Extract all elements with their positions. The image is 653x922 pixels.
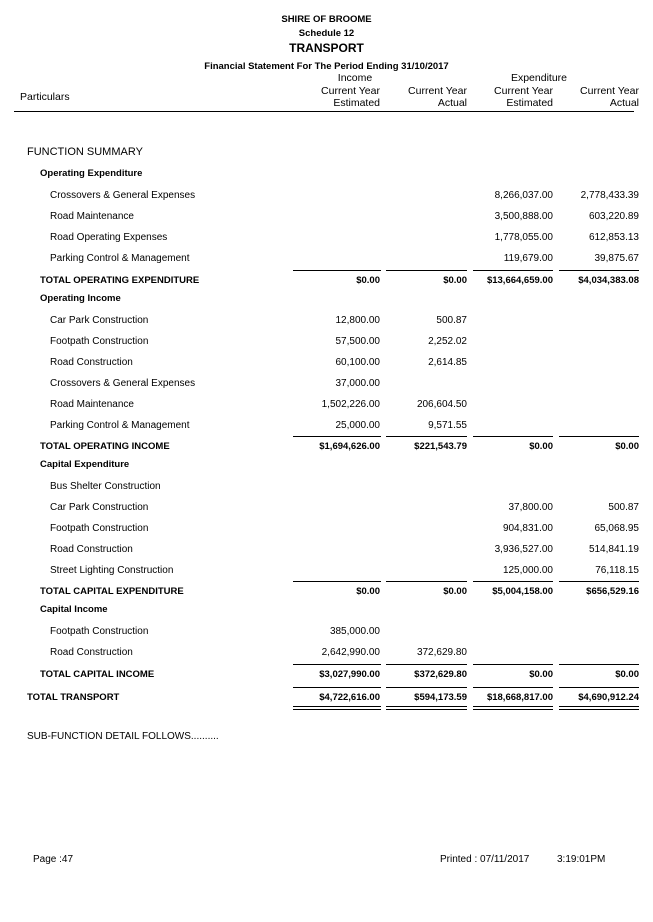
- total-rule-capinc-3: [473, 664, 553, 665]
- printed-date: Printed : 07/11/2017: [440, 854, 530, 865]
- total-value-capinc: $372,629.80: [414, 669, 467, 680]
- table-cell-value: 37,000.00: [335, 378, 380, 389]
- org-name: SHIRE OF BROOME: [281, 14, 372, 25]
- table-row-label: Crossovers & General Expenses: [50, 190, 196, 201]
- section-title-capex: Capital Expenditure: [40, 459, 130, 470]
- table-cell-value: 500.87: [608, 502, 639, 513]
- table-row-label: Crossovers & General Expenses: [50, 378, 196, 389]
- total-value-capex: $0.00: [356, 586, 380, 597]
- total-value-opinc: $0.00: [615, 441, 639, 452]
- grand-total-value: $18,668,817.00: [486, 692, 553, 703]
- table-cell-value: 206,604.50: [416, 399, 467, 410]
- function-summary-title: FUNCTION SUMMARY: [27, 146, 143, 158]
- table-cell-value: 119,679.00: [503, 253, 553, 264]
- col-income-estimated-header: Current Year Estimated: [321, 85, 380, 109]
- table-cell-value: 514,841.19: [588, 544, 639, 555]
- total-label-capex: TOTAL CAPITAL EXPENDITURE: [40, 586, 184, 597]
- total-rule-opinc-3: [473, 436, 553, 437]
- grand-total-value: $4,722,616.00: [319, 692, 380, 703]
- total-rule-opex-3: [473, 270, 553, 271]
- table-row-label: Parking Control & Management: [50, 420, 190, 431]
- table-row-label: Car Park Construction: [50, 315, 149, 326]
- grand-total-double-rule-3: [473, 706, 553, 710]
- table-row-label: Road Maintenance: [50, 211, 134, 222]
- table-cell-value: 8,266,037.00: [494, 190, 553, 201]
- income-header: Income: [337, 72, 373, 84]
- table-cell-value: 2,614.85: [428, 357, 467, 368]
- col-expenditure-estimated-header: Current Year Estimated: [494, 85, 553, 109]
- section-title-opinc: Operating Income: [40, 293, 121, 304]
- table-row-label: Road Operating Expenses: [50, 232, 168, 243]
- grand-total-rule-1: [293, 687, 381, 688]
- table-cell-value: 65,068.95: [594, 523, 639, 534]
- printed-time: 3:19:01PM: [557, 854, 606, 865]
- table-row-label: Parking Control & Management: [50, 253, 190, 264]
- grand-total-double-rule-2: [386, 706, 467, 710]
- total-value-capinc: $0.00: [615, 669, 639, 680]
- grand-total-value: $4,690,912.24: [578, 692, 639, 703]
- table-cell-value: 385,000.00: [329, 626, 380, 637]
- table-row-label: Car Park Construction: [50, 502, 149, 513]
- grand-total-rule-2: [386, 687, 467, 688]
- total-value-opex: $0.00: [443, 275, 467, 286]
- table-row-label: Road Construction: [50, 544, 133, 555]
- sub-function-note: SUB-FUNCTION DETAIL FOLLOWS..........: [27, 731, 219, 742]
- total-value-opinc: $0.00: [529, 441, 553, 452]
- table-row-label: Road Construction: [50, 357, 133, 368]
- schedule-number: Schedule 12: [298, 28, 355, 39]
- total-value-capex: $5,004,158.00: [492, 586, 553, 597]
- header-divider: [14, 111, 634, 112]
- table-cell-value: 39,875.67: [594, 253, 639, 264]
- table-row-label: Street Lighting Construction: [50, 565, 174, 576]
- total-rule-opex-2: [386, 270, 467, 271]
- total-label-opinc: TOTAL OPERATING INCOME: [40, 441, 170, 452]
- total-label-capinc: TOTAL CAPITAL INCOME: [40, 669, 155, 680]
- table-cell-value: 904,831.00: [502, 523, 553, 534]
- total-value-opex: $0.00: [356, 275, 380, 286]
- total-rule-capex-2: [386, 581, 467, 582]
- grand-total-double-rule-1: [293, 706, 381, 710]
- total-value-capex: $656,529.16: [586, 586, 639, 597]
- table-cell-value: 25,000.00: [335, 420, 380, 431]
- total-rule-capex-1: [293, 581, 381, 582]
- total-rule-opinc-2: [386, 436, 467, 437]
- total-rule-opex-4: [559, 270, 639, 271]
- page-number: Page :47: [33, 854, 74, 865]
- total-value-opex: $4,034,383.08: [578, 275, 639, 286]
- grand-total-rule-4: [559, 687, 639, 688]
- table-cell-value: 60,100.00: [335, 357, 380, 368]
- table-cell-value: 9,571.55: [428, 420, 467, 431]
- table-cell-value: 1,502,226.00: [321, 399, 380, 410]
- total-value-capinc: $0.00: [529, 669, 553, 680]
- grand-total-label: TOTAL TRANSPORT: [27, 692, 120, 703]
- table-cell-value: 612,853.13: [588, 232, 639, 243]
- grand-total-double-rule-4: [559, 706, 639, 710]
- table-row-label: Bus Shelter Construction: [50, 481, 161, 492]
- table-cell-value: 37,800.00: [508, 502, 553, 513]
- section-title-capinc: Capital Income: [40, 604, 108, 615]
- total-label-opex: TOTAL OPERATING EXPENDITURE: [40, 275, 200, 286]
- total-rule-opex-1: [293, 270, 381, 271]
- statement-period: Financial Statement For The Period Ending 31/10/2017: [204, 61, 449, 72]
- total-rule-opinc-4: [559, 436, 639, 437]
- table-cell-value: 3,500,888.00: [494, 211, 553, 222]
- total-value-capinc: $3,027,990.00: [319, 669, 380, 680]
- section-title-opex: Operating Expenditure: [40, 168, 143, 179]
- table-cell-value: 1,778,055.00: [494, 232, 553, 243]
- table-cell-value: 12,800.00: [335, 315, 380, 326]
- col-income-actual-header: Current Year Actual: [408, 85, 467, 109]
- table-cell-value: 76,118.15: [595, 565, 639, 576]
- total-value-opex: $13,664,659.00: [486, 275, 553, 286]
- table-cell-value: 372,629.80: [416, 647, 467, 658]
- table-cell-value: 2,642,990.00: [321, 647, 380, 658]
- total-rule-capinc-4: [559, 664, 639, 665]
- table-cell-value: 2,252.02: [428, 336, 467, 347]
- table-cell-value: 500.87: [436, 315, 467, 326]
- page-title: TRANSPORT: [289, 41, 364, 55]
- total-value-capex: $0.00: [443, 586, 467, 597]
- table-row-label: Footpath Construction: [50, 523, 149, 534]
- table-cell-value: 125,000.00: [502, 565, 553, 576]
- expenditure-header: Expenditure: [510, 72, 568, 84]
- table-row-label: Footpath Construction: [50, 626, 149, 637]
- grand-total-rule-3: [473, 687, 553, 688]
- table-cell-value: 2,778,433.39: [580, 190, 639, 201]
- particulars-header: Particulars: [20, 91, 70, 103]
- col-expenditure-actual-header: Current Year Actual: [580, 85, 639, 109]
- total-value-opinc: $221,543.79: [414, 441, 467, 452]
- table-cell-value: 3,936,527.00: [494, 544, 553, 555]
- total-rule-capex-4: [559, 581, 639, 582]
- table-row-label: Road Maintenance: [50, 399, 134, 410]
- total-rule-capinc-1: [293, 664, 381, 665]
- table-row-label: Road Construction: [50, 647, 133, 658]
- table-cell-value: 57,500.00: [335, 336, 380, 347]
- table-cell-value: 603,220.89: [588, 211, 639, 222]
- grand-total-value: $594,173.59: [414, 692, 467, 703]
- total-value-opinc: $1,694,626.00: [319, 441, 380, 452]
- total-rule-opinc-1: [293, 436, 381, 437]
- table-row-label: Footpath Construction: [50, 336, 149, 347]
- total-rule-capinc-2: [386, 664, 467, 665]
- total-rule-capex-3: [473, 581, 553, 582]
